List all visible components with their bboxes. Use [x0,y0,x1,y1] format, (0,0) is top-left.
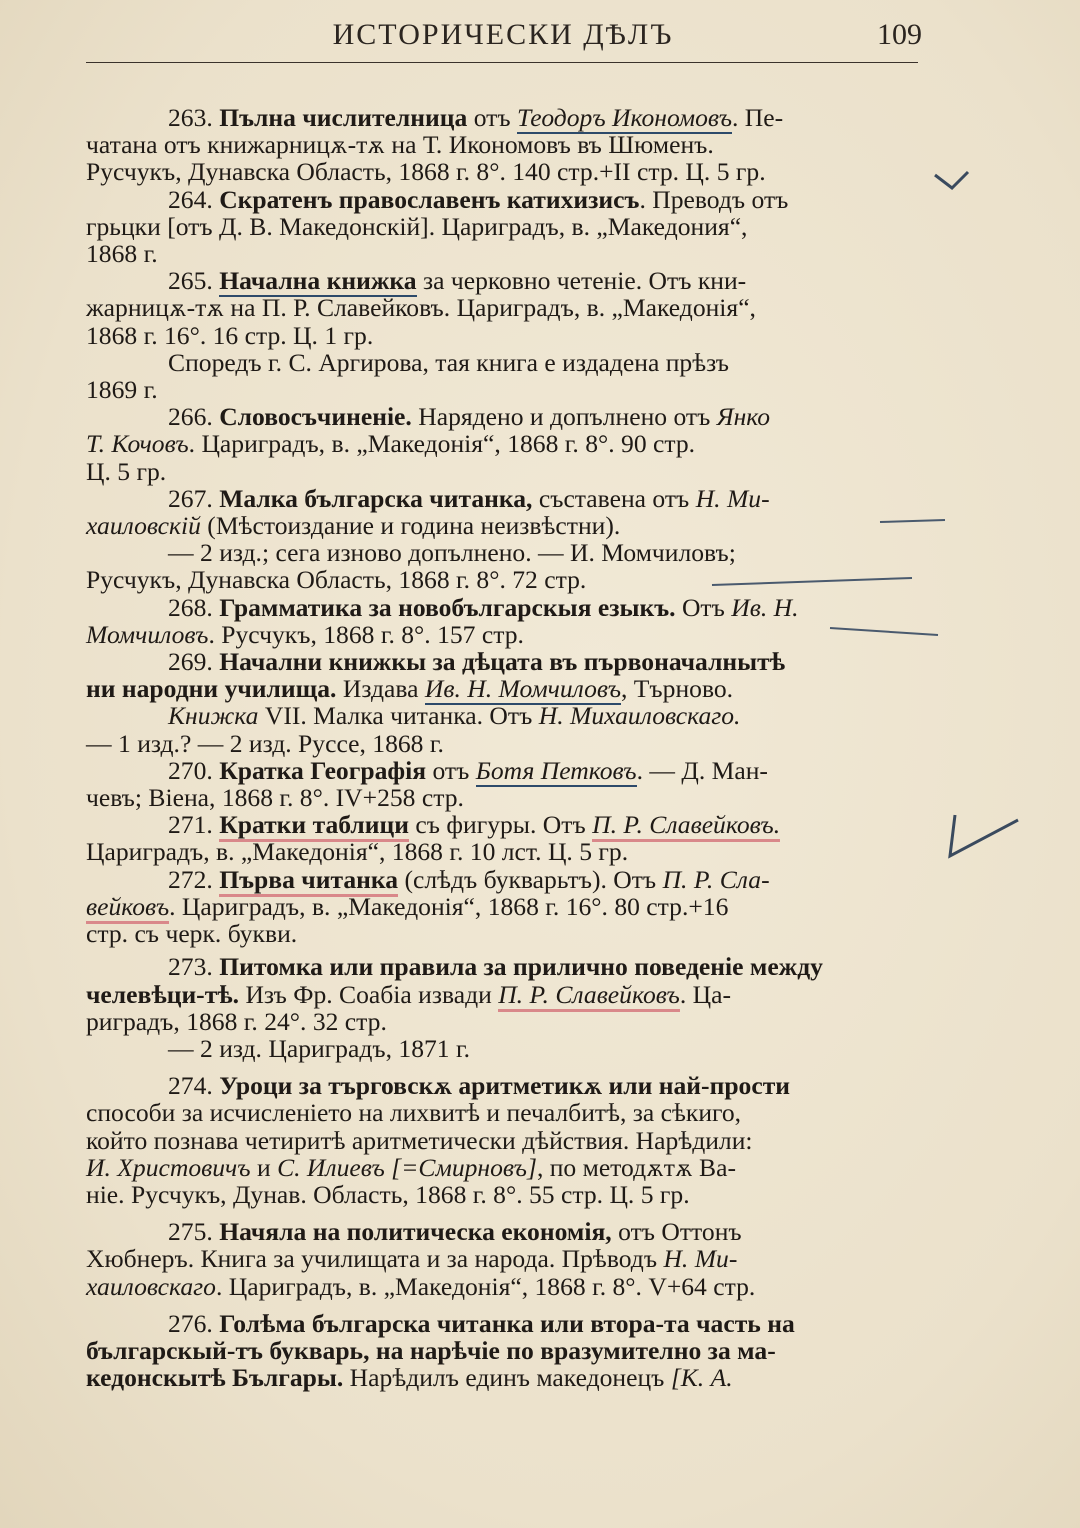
entry-title: Начална книжка [219,266,417,296]
entry-title: Кратка Географія [219,755,427,785]
entry-title: Начяла на политическа економія, [219,1217,612,1247]
entry-number: 268. [168,592,220,622]
check-mark-263 [935,172,968,188]
author-name: вейковъ [86,892,169,924]
entry-number: 273. [168,952,220,982]
text-run: съставена отъ [532,483,696,513]
entry-title: кедонскытѣ Българы. [86,1363,344,1393]
text-line: чатана отъ книжарницѫ-тѫ на Т. Икономовъ въ Шюменъ. [86,130,714,160]
text-run: . Цариградъ, в. „Македонія“, 1868 г. 8°. V+64 стр. [215,1271,756,1301]
author-name: Теодоръ Икономовъ [516,103,732,132]
author-name: Н. Михаиловскаго. [538,701,741,731]
entry-number: 270. [168,755,220,785]
entry-title: Голѣма българска читанка или втора-та часть на [219,1308,795,1338]
author-name: П. Р. Славейковъ. [592,810,780,842]
edition-line: — 2 изд. Цариградъ, 1871 г. [168,1033,470,1063]
author-name: Н. Ми- [663,1244,738,1274]
entry-number: 269. [168,647,220,677]
text-run: (слѣдъ букварьтъ). Отъ [398,864,663,894]
text-run: , Търново. [621,674,734,704]
entry-title: Грамматика за новобългарскыя езыкъ. [219,592,676,622]
text-run: съ фигуры. Отъ [409,810,593,840]
text-line: 1869 г. [86,375,158,405]
text-run: Отъ [675,592,732,622]
text-run: Нарядено и допълнено отъ [411,402,717,432]
author-name: Ив. Н. [731,592,799,622]
text-run: и [250,1152,278,1182]
edition-line: — 1 изд.? — 2 изд. Руссе, 1868 г. [86,728,444,758]
entry-number: 263. [168,103,220,132]
entry-number: 274. [168,1071,220,1101]
entry-title: челевѣци-тѣ. [86,979,240,1009]
text-run: отъ Оттонъ [611,1217,742,1247]
author-name: П. Р. Славейковъ [498,980,680,1012]
pencil-line-268 [830,628,938,635]
text-run: отъ [426,755,476,785]
check-mark-271 [950,815,1018,856]
author-name: Момчиловъ [86,619,209,649]
author-name: хаиловскій [86,511,201,541]
text-run: . Цариградъ, в. „Македонія“, 1868 г. 8°. 90 стр. [188,429,696,459]
author-name: Н. Ми- [695,483,770,513]
entry-number: 267. [168,483,220,513]
entry-number: 265. [168,266,220,296]
entry-title: Първа читанка [219,865,398,897]
entry-title: Малка българска читанка, [219,483,533,513]
text-run: . Цариградъ, в. „Македонія“, 1868 г. 16°. 80 стр.+16 [169,891,729,921]
text-run: . Ца- [679,979,731,1009]
text-run: . Русчукъ, 1868 г. 8°. 157 стр. [208,619,524,649]
text-line: ніе. Русчукъ, Дунав. Область, 1868 г. 8°. 55 стр. Ц. 5 гр. [86,1179,690,1209]
text-line: Цариградъ, в. „Македонія“, 1868 г. 10 лст. Ц. 5 гр. [86,837,629,867]
text-line: 1868 г. [86,239,158,269]
running-head: ИСТОРИЧЕСКИ ДѢЛЪ [332,18,674,51]
text-run: който познава четиритѣ аритметически дѣйствия. [86,1125,630,1155]
text-run: Хюбнеръ. Книга за училищата и за народа. Прѣводъ [86,1244,664,1274]
text-line: Русчукъ, Дунавска Область, 1868 г. 8°. 140 стр.+II стр. Ц. 5 гр. [86,157,766,187]
entry-title: Уроци за търговскѫ аритметикѫ или най-прости [219,1071,791,1101]
entry-number: 266. [168,402,220,432]
entry-number: 264. [168,184,220,214]
text-run: . — Д. Ман- [636,755,768,785]
entry-number: 271. [168,810,220,840]
entry-title: Словосъчиненіе. [219,402,412,432]
text-line: риградъ, 1868 г. 24°. 32 стр. [86,1006,387,1036]
text-run: за черковно четеніе. Отъ кни- [416,266,747,296]
pencil-line-267 [880,520,945,522]
author-name: И. Христовичъ [86,1152,251,1182]
text-run: Нарѣдили: [629,1125,753,1155]
text-line: жарницѫ-тѫ на П. Р. Славейковъ. Цариградъ, в. „Македонія“, [86,293,756,323]
text-run: отъ [467,103,517,132]
edition-line: — 2 изд.; сега изново допълнено. — И. Момчиловъ; [168,538,736,568]
text-run: Изъ Фр. Соабіа извади [239,979,499,1009]
entry-title: Кратки таблици [219,810,409,842]
author-name: Ив. Н. Момчиловъ [424,674,621,704]
entry-title: Начални книжкы за дѣцата въ първоначалнытѣ [219,647,786,677]
text-line: Русчукъ, Дунавска Область, 1868 г. 8°. 72 стр. [86,565,587,595]
author-name: П. Р. Сла- [662,864,770,894]
author-name: Янко [716,402,771,432]
entry-number: 276. [168,1308,220,1338]
text-line: стр. съ черк. букви. [86,919,298,949]
author-name: Т. Кочовъ [86,429,189,459]
text-line: чевъ; Віена, 1868 г. 8°. IV+258 стр. [86,783,464,813]
text-line: грьцки [отъ Д. В. Македонскій]. Цариградъ, в. „Македония“, [86,211,748,241]
subtitle: Книжка [168,701,259,731]
author-name: [К. А. [670,1363,733,1393]
author-name: хаиловскаго [86,1271,216,1301]
text-run: , по методѫтѫ Ва- [536,1152,737,1182]
text-run: (Мѣстоиздание и година неизвѣстни). [200,511,621,541]
text-run: Нарѣдилъ единъ македонецъ [343,1363,671,1393]
entry-title: Скратенъ православенъ катихизисъ [219,184,640,214]
text-line: способи за исчисленіето на лихвитѣ и печалбитѣ, за сѣкиго, [86,1098,742,1128]
page-number: 109 [877,18,922,51]
entry-number: 275. [168,1217,220,1247]
entry-title: българскый-тъ букварь, на нарѣчіе по вразумително за ма- [86,1335,776,1365]
entry-title: ни народни училища. [86,674,337,704]
entry-title: Пълна числителница [219,103,468,132]
entry-number: 272. [168,864,220,894]
author-name: С. Илиевъ [=Смирновъ] [277,1152,537,1182]
text-line: 1868 г. 16°. 16 стр. Ц. 1 гр. [86,320,374,350]
note-line: Споредъ г. С. Аргирова, тая книга е издадена прѣзъ [168,347,730,377]
author-name: Ботя Петковъ [475,755,637,785]
text-run: VII. Малка читанка. Отъ [258,701,539,731]
text-run: Издава [336,674,425,704]
text-line: Ц. 5 гр. [86,456,167,486]
text-run: . Преводъ отъ [639,184,789,214]
text-run: . Пе- [731,103,784,132]
pencil-line-267b [712,578,912,585]
entry-title: Питомка или правила за прилично поведеніе между [219,952,823,982]
